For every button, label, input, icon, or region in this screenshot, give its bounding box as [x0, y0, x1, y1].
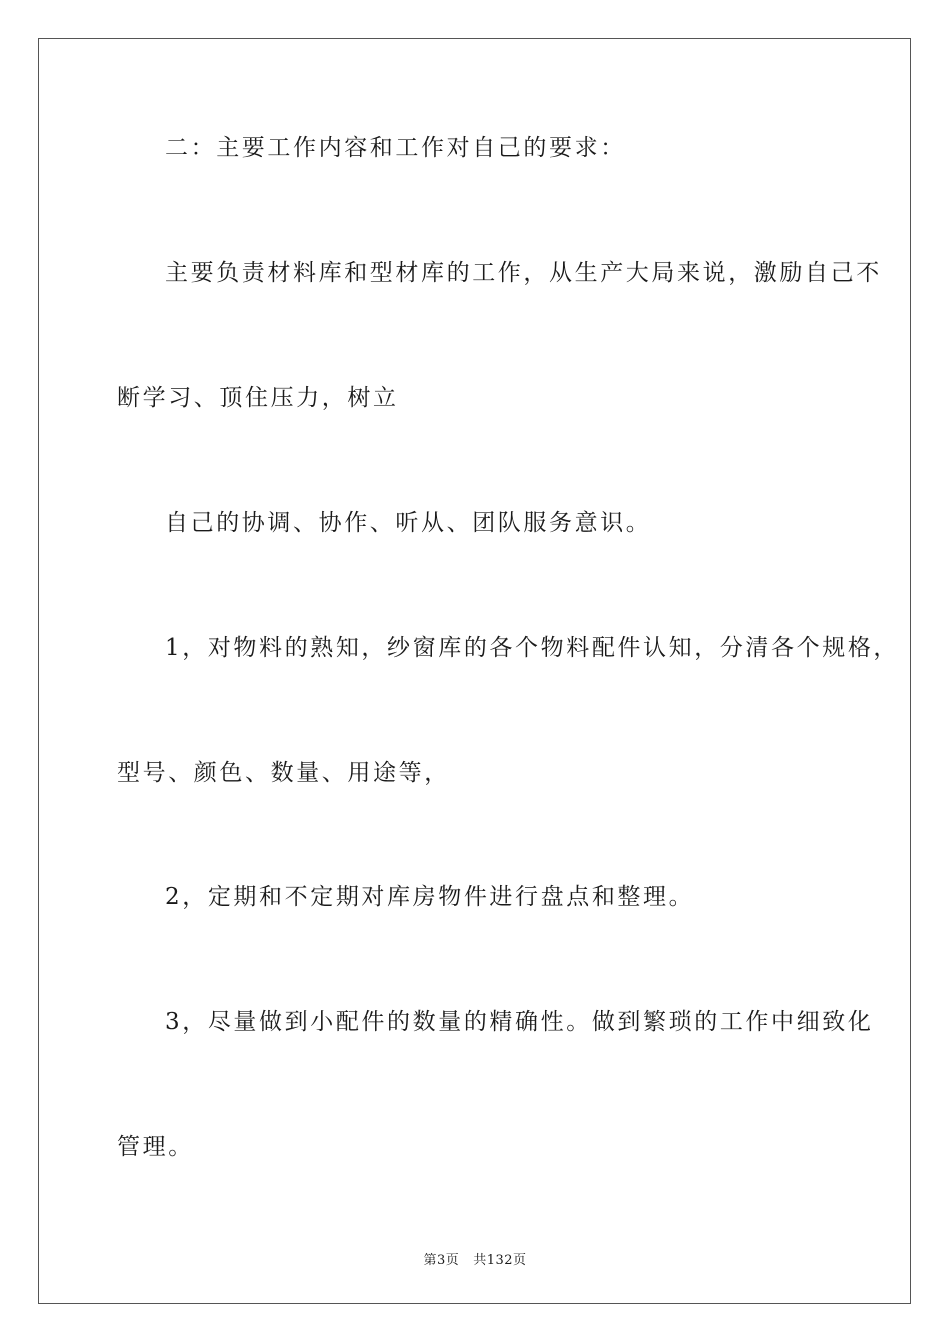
- section-heading: 二：主要工作内容和工作对自己的要求：: [165, 135, 626, 161]
- paragraph-line: 型号、颜色、数量、用途等，: [117, 760, 450, 786]
- list-item-3: 3，尽量做到小配件的数量的精确性。做到繁琐的工作中细致化: [165, 1009, 874, 1035]
- total-pages: 共132页: [473, 1253, 527, 1268]
- page-number: 第3页: [423, 1253, 460, 1268]
- list-item-2: 2，定期和不定期对库房物件进行盘点和整理。: [165, 884, 695, 910]
- paragraph-line: 主要负责材料库和型材库的工作，从生产大局来说，激励自己不: [165, 260, 882, 286]
- list-item-1: 1，对物料的熟知，纱窗库的各个物料配件认知，分清各个规格，: [165, 635, 900, 661]
- page-footer: [0, 1249, 950, 1268]
- paragraph-line: 自己的协调、协作、听从、团队服务意识。: [165, 510, 652, 536]
- paragraph-line: 断学习、顶住压力，树立: [117, 385, 399, 411]
- page-border: [38, 38, 911, 1304]
- paragraph-line: 管理。: [117, 1134, 194, 1160]
